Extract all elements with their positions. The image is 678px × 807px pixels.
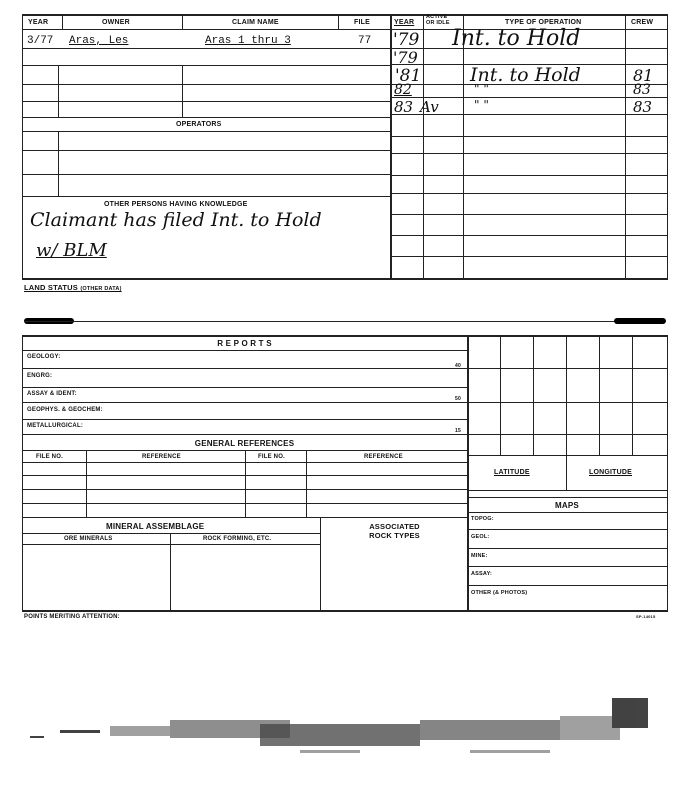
- op-year-5: 83: [394, 98, 414, 116]
- ref-col-file-no-2: FILE NO.: [258, 454, 285, 460]
- header-year: YEAR: [28, 19, 49, 26]
- report-metallurgical-code: 15: [455, 428, 461, 434]
- header-owner: OWNER: [102, 19, 130, 26]
- report-assay-code: 50: [455, 396, 461, 402]
- left-border: [22, 14, 23, 278]
- knowledge-note-line1: Claimant has filed Int. to Hold: [30, 209, 322, 231]
- points-meriting-attention-label: POINTS MERITING ATTENTION:: [24, 614, 120, 620]
- op-crew-3: 81: [633, 66, 654, 85]
- rock-forming-label: ROCK FORMING, ETC.: [203, 536, 272, 542]
- report-geology-code: 40: [455, 363, 461, 369]
- center-divider: [390, 14, 392, 278]
- claim-year: 3/77: [27, 35, 54, 47]
- op-type-5: " ": [474, 98, 489, 112]
- map-topog: TOPOG:: [471, 516, 494, 522]
- top-section-bottom: [22, 278, 668, 280]
- op-type-1: Int. to Hold: [452, 26, 581, 51]
- knowledge-note-line2: w/ BLM: [36, 240, 107, 261]
- right-border: [667, 14, 668, 278]
- claim-file-value: 77: [358, 35, 372, 47]
- operators-label: OPERATORS: [176, 121, 222, 128]
- general-references-label: GENERAL REFERENCES: [194, 439, 295, 448]
- ref-col-file-no-1: FILE NO.: [36, 454, 63, 460]
- report-geology: GEOLOGY:: [27, 354, 61, 360]
- report-engrg: ENGRG:: [27, 373, 53, 379]
- op-year-2: '79: [393, 48, 418, 67]
- top-border: [22, 14, 668, 16]
- claim-owner: Aras, Les: [69, 35, 129, 47]
- longitude-label: LONGITUDE: [589, 469, 633, 476]
- mineral-assemblage-label: MINERAL ASSEMBLAGE: [106, 522, 205, 531]
- map-other-photos: OTHER (& PHOTOS): [471, 590, 528, 596]
- header-file: FILE: [354, 19, 370, 26]
- op-type-4: " ": [474, 82, 489, 96]
- ore-minerals-label: ORE MINERALS: [64, 536, 113, 542]
- ref-col-reference-1: REFERENCE: [142, 454, 181, 460]
- header-type-of-operation: TYPE OF OPERATION: [505, 19, 582, 26]
- header-claim-name: CLAIM NAME: [232, 19, 279, 26]
- map-assay: ASSAY:: [471, 571, 493, 577]
- op-crew-4: 83: [633, 82, 651, 98]
- ref-col-reference-2: REFERENCE: [364, 454, 403, 460]
- reports-label: R E P O R T S: [217, 339, 272, 348]
- op-year-4: 82: [394, 82, 412, 98]
- form-number: SP-14015: [636, 614, 656, 619]
- header-year-ops: YEAR: [394, 19, 415, 26]
- report-geophys: GEOPHYS. & GEOCHEM:: [27, 407, 103, 413]
- header-active-idle: ACTIVE OR IDLE: [426, 14, 450, 26]
- map-geol: GEOL:: [471, 534, 490, 540]
- op-active-5: Av: [420, 98, 439, 116]
- claim-name-value: Aras 1 thru 3: [205, 35, 291, 47]
- associated-rock-types-label: ASSOCIATED ROCK TYPES: [369, 522, 420, 540]
- map-mine: MINE:: [471, 553, 488, 559]
- op-crew-5: 83: [633, 98, 653, 116]
- op-type-3: Int. to Hold: [470, 64, 581, 86]
- op-year-3: '81: [395, 66, 422, 86]
- maps-label: MAPS: [555, 501, 579, 510]
- other-persons-label: OTHER PERSONS HAVING KNOWLEDGE: [104, 201, 248, 208]
- report-metallurgical: METALLURGICAL:: [27, 423, 84, 429]
- scan-smudge-right: [614, 318, 666, 324]
- latitude-label: LATITUDE: [494, 469, 530, 476]
- report-assay: ASSAY & IDENT:: [27, 391, 77, 397]
- header-crew: CREW: [631, 19, 654, 26]
- scan-noise-artifact: [0, 690, 678, 790]
- land-status-label: LAND STATUS (OTHER DATA): [24, 283, 122, 292]
- op-year-1: '79: [393, 30, 420, 50]
